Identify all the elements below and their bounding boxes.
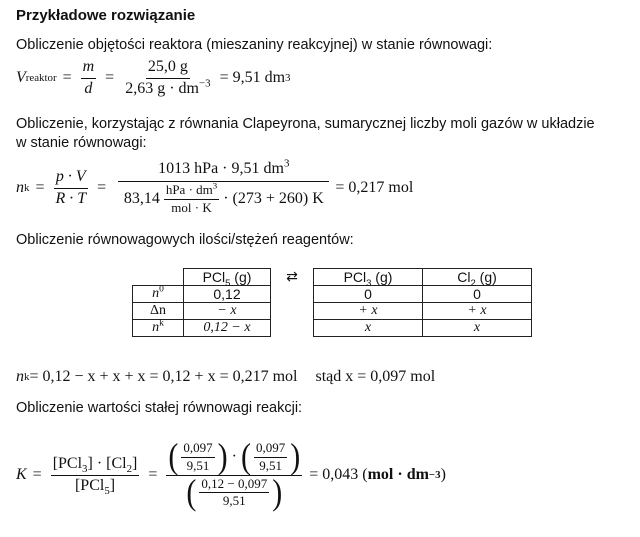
table-row: Δn − x + x + x [133, 303, 532, 320]
step2-text-line1: Obliczenie, korzystając z równania Clapeyrona, sumarycznej liczby moli gazów w układzie [16, 116, 595, 132]
header-cl2: $Cl_2$ (g) [423, 269, 532, 286]
header-pcl5: PCl$_5$ (g) [184, 269, 271, 286]
header-pcl3: PCl$_3$ (g) [314, 269, 423, 286]
clapeyron-value-fraction: 1013 hPa · 9,51 $dm^3$ 83,14 $\frac{hPa \cdot dm^3}{\text{mol · K}}$ · (273 + 260) K [118, 160, 329, 215]
concentration-fraction: $\frac{[PCl_3] \cdot [Cl_2]}{[PCl_5]}$ [52, 455, 138, 497]
equilibrium-constant-equation: K = $\frac{[PCl_3] \cdot [Cl_2]}{[PCl_5]}$ = ( $\frac{0,097}{9,51}$ ) · ( $\frac{0,097}{9,51}$ ) ( $\frac{0,12 - 0,097}{9,51}$ ) = 0,043 ( mol · dm −3 ) [16, 436, 446, 513]
equilibrium-arrow: ⇄ [286, 269, 298, 285]
step4-text: Obliczenie wartości stałej równowagi reakcji: [16, 400, 303, 416]
volume-equation: V reaktor = $\frac{m}{d}$ = $\frac{25,0 g}{2,63 g \cdot dm^{-3}}$ = 9,51 dm 3 [16, 58, 291, 97]
mass-value-fraction: $\frac{25,0 g}{2,63 g \cdot dm^{-3}}$ [125, 58, 211, 97]
equilibrium-table [132, 268, 532, 337]
mole-sum-equation: n k = 0,12 − x + x + x = 0,12 + x = 0,217 mol stąd x = 0,097 mol [16, 368, 436, 385]
step3-text: Obliczenie równowagowych ilości/stężeń reagentów: [16, 232, 354, 248]
table-row: $n^k$ 0,12 − x x x [133, 320, 532, 337]
numeric-k-fraction: ( $\frac{0,097}{9,51}$ ) · ( $\frac{0,097}{9,51}$ ) ( $\frac{0,12 - 0,097}{9,51}$ ) [168, 436, 301, 513]
step1-text: Obliczenie objętości reaktora (mieszaniny reakcyjnej) w stanie równowagi: [16, 37, 493, 53]
mass-density-fraction: $\frac{m}{d}$ [82, 58, 95, 97]
section-title: Przykładowe rozwiązanie [16, 7, 196, 24]
pv-rt-fraction: $\frac{p \cdot V}{R \cdot T}$ [55, 168, 87, 207]
table-row: $n^0$ 0,12 0 0 [133, 286, 532, 303]
clapeyron-equation: n k = $\frac{p \cdot V}{R \cdot T}$ = 1013 hPa · 9,51 $dm^3$ 83,14 $\frac{hPa \cdot dm^3}{\text{mol · K}}$ · (273 + 260) K = 0,217 mol [16, 158, 414, 215]
step2-text-line2: w stanie równowagi: [16, 135, 147, 151]
